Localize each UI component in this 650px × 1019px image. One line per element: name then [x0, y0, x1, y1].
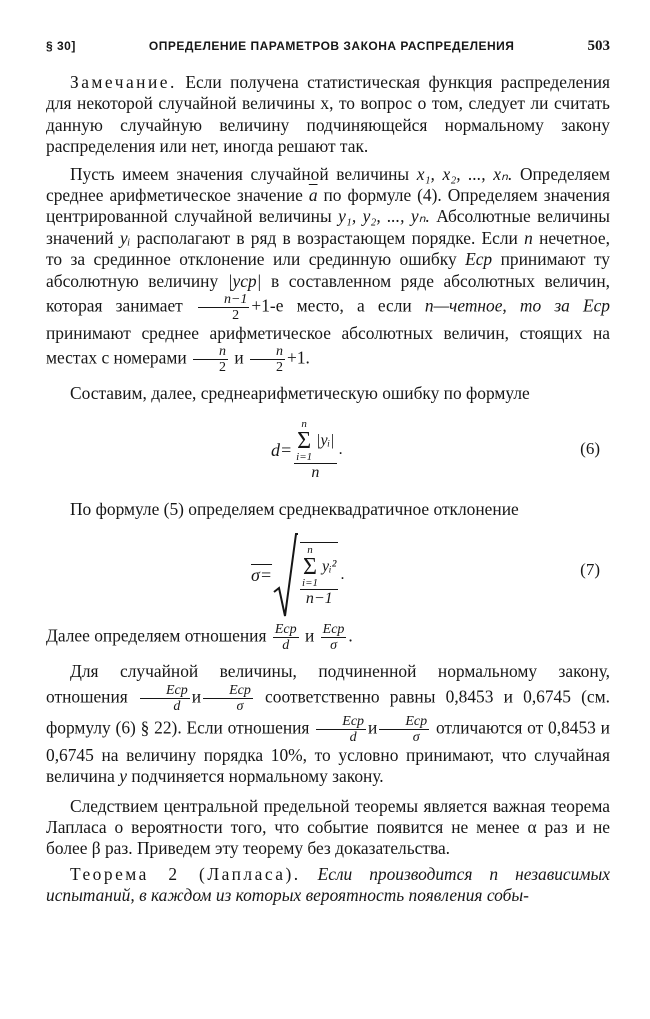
frac-num: Eср — [316, 714, 366, 730]
math-yvals: y₁, y₂, ..., yₙ. — [338, 206, 430, 227]
formula-6-body — [271, 419, 343, 482]
fraction-n-over-2 — [250, 344, 285, 375]
page — [46, 38, 610, 907]
frac-num: Eср — [379, 714, 429, 730]
formula-lhs: d= — [271, 439, 293, 460]
text-fragment: принимают среднее арифметическое абсолютных величин, стоящих на местах с номерами — [46, 323, 610, 368]
paragraph-rms: По формуле (5) определяем среднеквадратичное отклонение — [70, 498, 519, 519]
equation-number-7: (7) — [580, 560, 600, 580]
text-fragment: нечетное, то за срединное отклонение или срединную ошибку — [46, 227, 611, 270]
paragraph-normal-law — [46, 661, 610, 787]
formula-6-fraction — [294, 419, 336, 482]
sum-sign — [296, 419, 312, 463]
text-fragment: +1. — [287, 347, 310, 368]
formula-dot: . — [340, 566, 345, 584]
remark-paragraph — [46, 72, 610, 158]
sum-bottom: i=1 — [302, 577, 319, 590]
formula-lhs: σ= — [251, 564, 273, 585]
fraction-ecp-over-d — [140, 683, 190, 714]
math-xvals: x₁, x₂, ..., xₙ. — [416, 163, 513, 184]
frac-num: Eср — [140, 683, 190, 699]
text-fragment: Пусть имеем значения случайной величины — [70, 163, 410, 184]
formula-6-denominator: n — [311, 463, 320, 481]
fraction-n-minus-1-over-2 — [198, 292, 249, 323]
theorem-label: Теорема 2 (Лапласа). — [70, 863, 301, 884]
text-fragment: Абсолютные величины значений — [46, 206, 610, 248]
paragraph-laplace-intro: Следствием центральной предельной теоремы является важная теорема Лапласа о вероятности того, что событие появится не менее α раз и не более β раз. Приведем эту теорему без доказательства. — [46, 795, 610, 859]
math-ecp: Eср — [582, 295, 611, 316]
text-fragment: располагают в ряд в возрастающем порядке. Если — [136, 227, 518, 248]
text-fragment: и — [234, 347, 244, 368]
formula-7 — [46, 526, 610, 622]
fraction-ecp-over-sigma — [203, 683, 253, 714]
text-fragment: в составленном ряде абсолютных величин, которая занимает — [46, 270, 610, 316]
text-fragment: подчиняется нормальному закону. — [131, 766, 384, 787]
math-y: y — [119, 766, 127, 787]
frac-den: σ — [236, 698, 244, 714]
running-header — [46, 38, 610, 60]
formula-7-body — [251, 532, 344, 618]
fraction-ecp-over-d — [316, 714, 366, 745]
frac-den: d — [349, 729, 357, 745]
text-fragment: независимых испытаний, в каждом из которых вероятность появления собы- — [46, 863, 610, 906]
formula-6-numerator — [294, 419, 336, 464]
math-ecp: Eср — [465, 249, 493, 270]
frac-num: Eср — [274, 622, 297, 638]
frac-num: n−1 — [198, 292, 249, 308]
equation-number-6: (6) — [580, 438, 600, 458]
sum-term: |yᵢ| — [316, 431, 335, 449]
frac-num: n — [250, 344, 285, 360]
radical-sign — [272, 532, 298, 618]
frac-den: 2 — [276, 360, 284, 376]
text-fragment: и — [368, 717, 378, 738]
paragraph-ratios — [46, 622, 610, 653]
math-yi: yᵢ — [119, 227, 131, 248]
fraction-n-over-2 — [193, 344, 228, 375]
page-number: 503 — [587, 38, 610, 54]
math-n: n — [489, 863, 499, 884]
sum-sign — [302, 545, 318, 589]
text-fragment: и — [304, 625, 315, 646]
text-fragment: и — [191, 686, 202, 707]
fraction-ecp-over-d — [273, 622, 299, 653]
text-fragment: Если производится — [317, 863, 473, 884]
text-fragment: . — [348, 625, 353, 646]
frac-num: Eср — [322, 622, 345, 638]
text-fragment: отличаются от 0,8453 и 0,6745 на величину порядка 10%, то условно принимают, что случайная величина — [46, 717, 610, 787]
text-fragment: по формуле (4). Определяем значения центрированной случайной величины — [46, 185, 610, 227]
frac-num: Eср — [203, 683, 253, 699]
text-fragment: соответственно равны 0,8453 и 0,6745 (см. формулу (6) § 22). Если отношения — [46, 686, 611, 738]
paragraph-mean-error: Составим, далее, среднеарифметическую ошибку по формуле — [70, 383, 530, 404]
text-fragment: Далее определяем отношения — [46, 625, 267, 646]
sigma-symbol: Σ — [303, 554, 317, 581]
frac-num: n — [193, 344, 228, 360]
formula-6 — [46, 411, 610, 493]
text-fragment: Для случайной величины, подчиненной нормальному закону, отношения — [46, 661, 610, 707]
math-ycp: |yср| — [227, 270, 262, 291]
sigma-symbol: Σ — [297, 427, 312, 454]
sum-term: yᵢ² — [322, 558, 337, 576]
math-n: n — [524, 227, 533, 248]
sum-bottom: i=1 — [296, 450, 313, 463]
fraction-ecp-over-sigma — [321, 622, 347, 653]
text-fragment: n—четное, то за — [424, 295, 570, 316]
frac-den: d — [282, 638, 290, 654]
paragraph-values — [46, 164, 610, 376]
formula-7-denominator: n−1 — [305, 590, 333, 608]
sum-top: n — [307, 544, 313, 557]
frac-den: 2 — [219, 360, 226, 376]
section-ref: § 30] — [46, 39, 76, 53]
frac-den: 2 — [232, 308, 240, 324]
fraction-ecp-over-sigma — [379, 714, 429, 745]
theorem-paragraph — [46, 864, 610, 907]
remark-label: Замечание. — [70, 72, 177, 92]
remark-text: Если получена статистическая функция распределения для некоторой случайной величины x, то вопрос о том, следует ли считать данную случайную величину подчиняющейся нормальному закону распределения или нет, иногда решают так. — [46, 72, 610, 157]
frac-den: σ — [412, 729, 420, 745]
sum-top: n — [301, 417, 307, 430]
text-fragment: +1-е место, а если — [251, 295, 412, 316]
text-fragment: Определяем среднее арифметическое значение — [46, 163, 610, 206]
formula-7-fraction — [300, 542, 338, 608]
frac-den: σ — [330, 638, 337, 654]
formula-dot: . — [338, 441, 343, 459]
text-fragment: принимают ту абсолютную величину — [46, 249, 610, 291]
running-title: ОПРЕДЕЛЕНИЕ ПАРАМЕТРОВ ЗАКОНА РАСПРЕДЕЛЕНИЯ — [148, 39, 515, 53]
formula-7-numerator — [300, 545, 338, 590]
math-abar: $\overline{a}$ — [308, 185, 318, 206]
frac-den: d — [173, 698, 181, 714]
